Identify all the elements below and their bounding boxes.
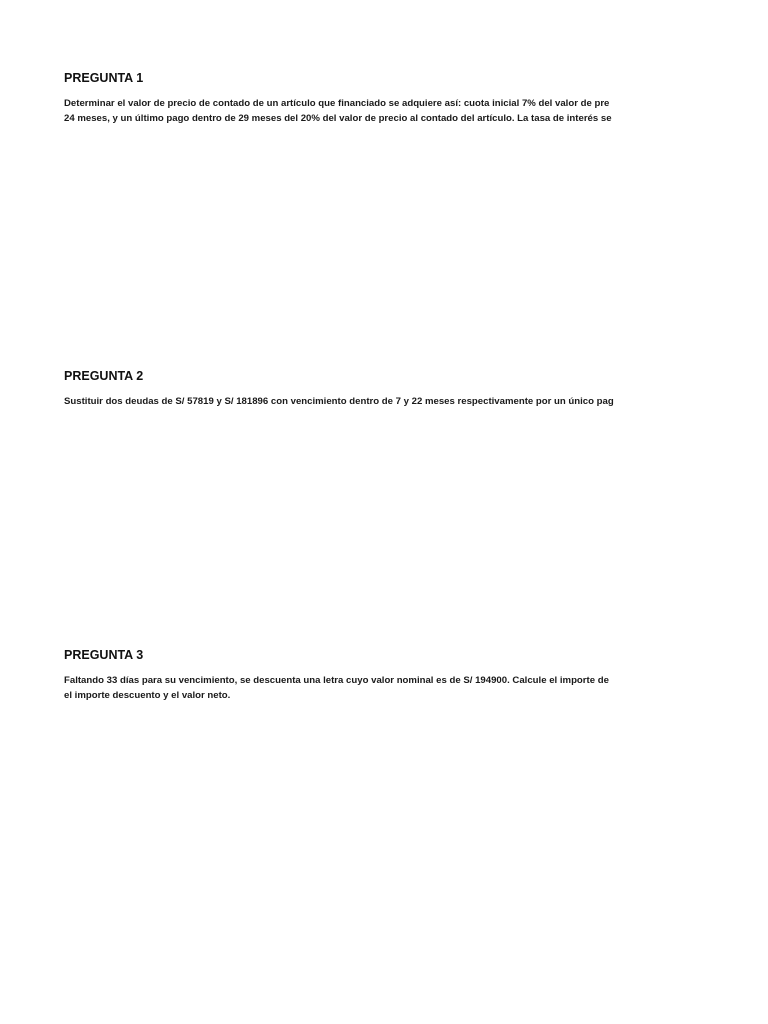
question-body (64, 673, 658, 703)
question-title: PREGUNTA 2 (64, 369, 144, 383)
question-2 (64, 368, 658, 409)
question-3 (64, 647, 658, 703)
question-1 (64, 70, 658, 126)
question-text-line: Faltando 33 días para su vencimiento, se descuenta una letra cuyo valor nominal es de S/ 194900. Calcule el importe de (64, 675, 609, 686)
question-text-line: Sustituir dos deudas de S/ 57819 y S/ 181896 con vencimiento dentro de 7 y 22 meses respectivamente por un único pag (64, 396, 614, 407)
question-body (64, 96, 658, 126)
question-title: PREGUNTA 3 (64, 648, 144, 662)
question-text-line: 24 meses, y un último pago dentro de 29 meses del 20% del valor de precio al contado del artículo. La tasa de interés se (64, 113, 612, 124)
question-text-line: el importe descuento y el valor neto. (64, 690, 231, 701)
question-text-line: Determinar el valor de precio de contado de un artículo que financiado se adquiere así: cuota inicial 7% del valor de pre (64, 98, 610, 109)
question-title: PREGUNTA 1 (64, 71, 144, 85)
question-body (64, 394, 658, 409)
